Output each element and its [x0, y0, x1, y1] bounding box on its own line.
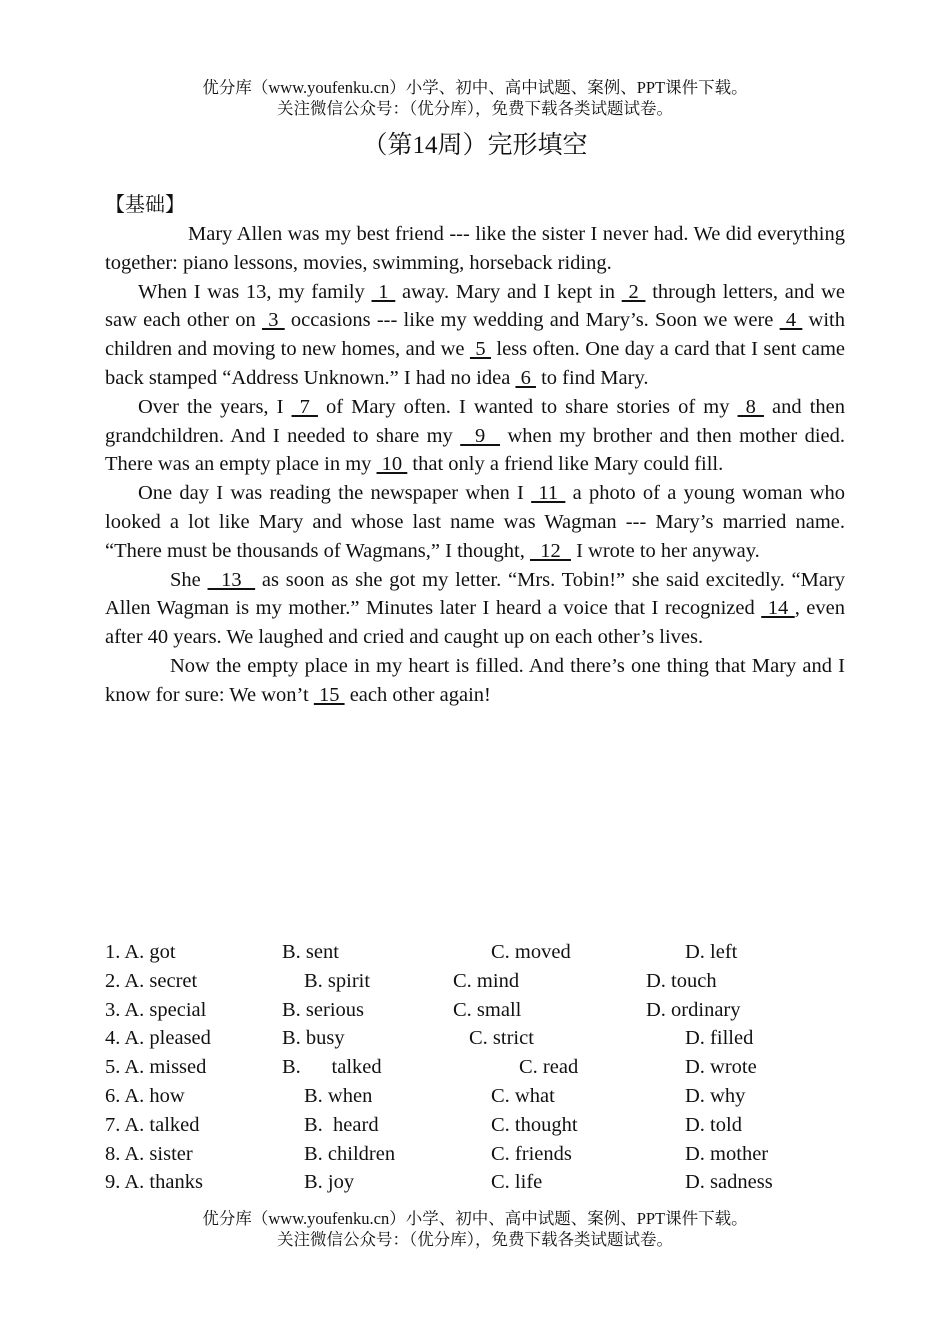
option-c: C. read: [519, 1056, 579, 1079]
option-d: D. why: [685, 1084, 746, 1107]
blank-1: 1: [371, 280, 396, 303]
option-b: B. joy: [304, 1171, 355, 1194]
option-row-6: [105, 1082, 865, 1111]
option-row-7: [105, 1111, 865, 1140]
option-b: B. heard: [304, 1113, 379, 1136]
option-d: D. filled: [685, 1027, 754, 1050]
option-c: C. mind: [453, 969, 520, 992]
option-d: D. mother: [685, 1142, 769, 1165]
header-line-2: 关注微信公众号：（优分库），免费下载各类试题试卷。: [277, 99, 673, 118]
option-c: C. thought: [491, 1113, 578, 1136]
option-row-8: [105, 1140, 865, 1169]
option-a: 2. A. secret: [105, 969, 198, 992]
answer-options: [105, 938, 865, 1197]
option-a: 4. A. pleased: [105, 1027, 211, 1050]
option-b: B. spirit: [304, 969, 371, 992]
blank-15: 15: [313, 683, 345, 706]
header-line-1: 优分库（www.youfenku.cn）小学、初中、高中试题、案例、PPT课件下载。: [202, 78, 748, 97]
option-d: D. ordinary: [646, 998, 741, 1021]
option-row-5: [105, 1053, 865, 1082]
blank-3: 3: [261, 309, 285, 332]
paragraph-3: Over the years, I 7 of Mary often. I wanted to share stories of my 8 and then grandchildren. And I needed to share my 9 when my brother and then mother died. There was an empty place in my 10 that only a friend like Mary could fill.: [105, 395, 846, 476]
option-d: D. wrote: [685, 1056, 757, 1079]
option-a: 3. A. special: [105, 998, 207, 1021]
option-d: D. sadness: [685, 1171, 773, 1194]
option-a: 1. A. got: [105, 941, 176, 963]
option-d: D. left: [685, 941, 738, 963]
option-a: 5. A. missed: [105, 1056, 207, 1079]
blank-9: 9: [460, 424, 501, 447]
option-b: B. busy: [282, 1027, 345, 1050]
option-b: B. children: [304, 1142, 396, 1165]
option-row-3: [105, 996, 865, 1025]
option-d: D. told: [685, 1113, 742, 1136]
option-a: 8. A. sister: [105, 1142, 193, 1165]
paragraph-4: One day I was reading the newspaper when I 11 a photo of a young woman who looked a lot like Mary and whose last name was Wagman --- Mary’s married name. “There must be thousands of Wagmans,” I thought, 12 I wrote to her anyway.: [105, 482, 845, 562]
blank-7: 7: [291, 395, 318, 418]
option-c: C. moved: [491, 941, 571, 963]
option-a: 6. A. how: [105, 1084, 185, 1107]
blank-8: 8: [737, 395, 764, 418]
option-b: B. when: [304, 1084, 373, 1107]
option-c: C. life: [491, 1171, 543, 1194]
option-b: B. serious: [282, 998, 364, 1021]
section-label: 【基础】: [105, 194, 185, 216]
footer-line-2: 关注微信公众号：（优分库），免费下载各类试题试卷。: [277, 1230, 673, 1249]
blank-6: 6: [515, 366, 536, 389]
option-a: 9. A. thanks: [105, 1171, 203, 1194]
blank-12: 12: [529, 539, 571, 562]
paragraph-1: Mary Allen was my best friend --- like the sister I never had. We did everything together: piano lessons, movies, swimming, horseback riding.: [105, 223, 845, 274]
blank-2: 2: [621, 280, 646, 303]
option-row-9: [105, 1168, 865, 1197]
option-row-4: [105, 1024, 865, 1053]
option-c: C. small: [453, 998, 522, 1021]
page-title: （第14周）完形填空: [362, 132, 588, 159]
page-footer: [0, 1208, 950, 1250]
paragraph-6: Now the empty place in my heart is filled. And there’s one thing that Mary and I know for sure: We won’t 15 each other again!: [105, 654, 845, 706]
blank-14: 14: [761, 597, 795, 620]
paragraph-5: She 13 as soon as she got my letter. “Mrs. Tobin!” she said excitedly. “Mary Allen Wagman is my mother.” Minutes later I heard a voice that I recognized 14 , even after 40 years. We laughed and cried and caught up on each other’s lives.: [105, 568, 846, 649]
blank-10: 10: [376, 453, 408, 476]
footer-line-1: 优分库（www.youfenku.cn）小学、初中、高中试题、案例、PPT课件下载。: [202, 1209, 748, 1228]
option-a: 7. A. talked: [105, 1113, 200, 1136]
option-d: D. touch: [646, 969, 717, 992]
option-c: C. what: [491, 1084, 555, 1107]
cloze-passage: [105, 220, 845, 710]
blank-13: 13: [207, 568, 256, 591]
option-c: C. strict: [469, 1027, 534, 1050]
option-row-1: [105, 938, 865, 967]
option-row-2: [105, 967, 865, 996]
option-b: B. talked: [282, 1056, 382, 1079]
paragraph-2: When I was 13, my family 1 away. Mary and I kept in 2 through letters, and we saw each other on 3 occasions --- like my wedding and Mary’s. Soon we were 4 with children and moving to new homes, and we 5 less often. One day a card that I sent came back stamped “Address Unknown.” I had no idea 6 to find Mary.: [105, 280, 846, 389]
blank-5: 5: [469, 338, 491, 361]
option-b: B. sent: [282, 941, 339, 963]
page-header: [0, 77, 950, 119]
blank-4: 4: [779, 309, 803, 332]
option-c: C. friends: [491, 1142, 572, 1165]
blank-11: 11: [531, 482, 566, 505]
